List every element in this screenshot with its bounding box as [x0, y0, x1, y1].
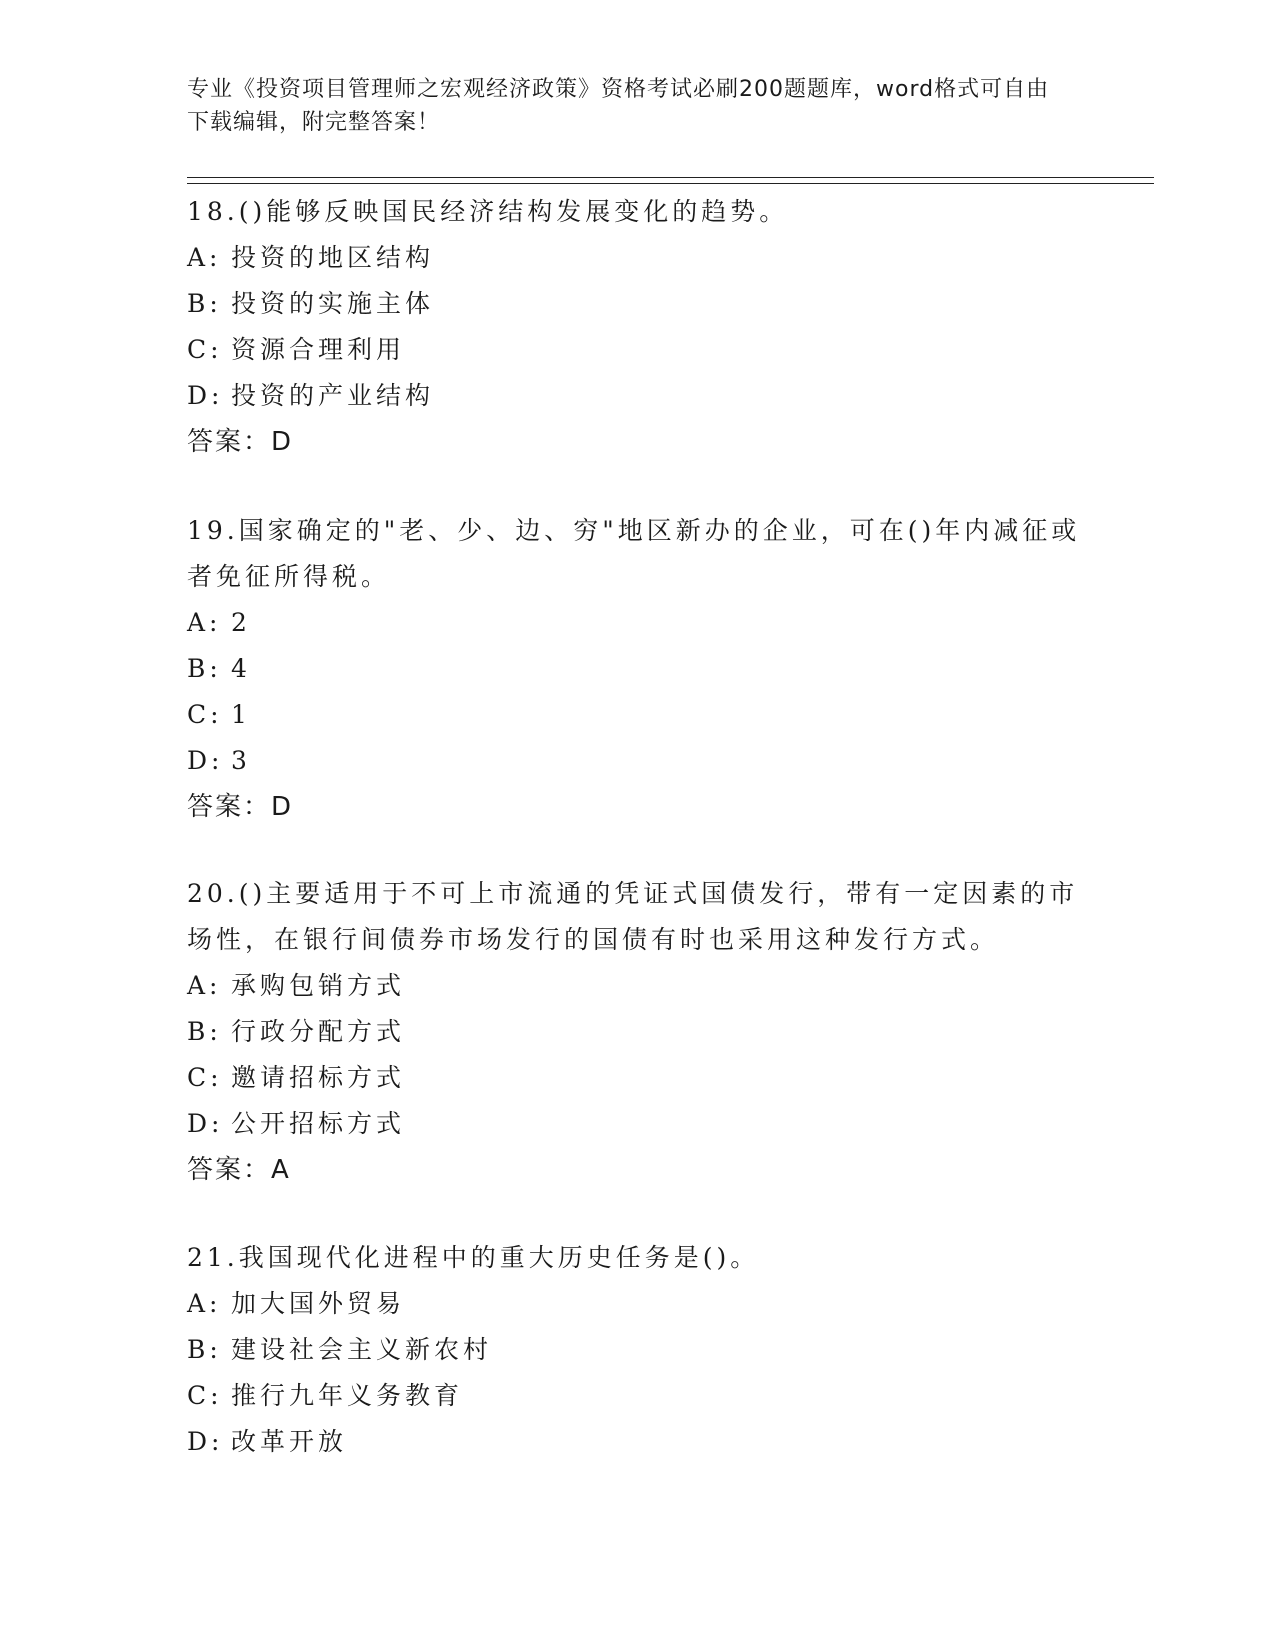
option-a — [187, 963, 1087, 1009]
option-d — [187, 738, 1087, 784]
option-text: 行政分配方式 — [231, 1017, 406, 1046]
option-a — [187, 235, 1087, 281]
option-letter: D: — [187, 1109, 224, 1138]
option-a — [187, 600, 1087, 646]
option-text: 资源合理利用 — [231, 335, 406, 364]
question-stem: 18.()能够反映国民经济结构发展变化的趋势。 — [187, 197, 789, 226]
option-letter: C: — [187, 335, 223, 364]
option-text: 3 — [231, 746, 251, 775]
header-divider-top — [187, 177, 1154, 178]
option-b — [187, 1009, 1087, 1055]
option-text: 承购包销方式 — [231, 971, 406, 1000]
option-text: 1 — [231, 700, 251, 729]
option-letter: B: — [187, 1335, 222, 1364]
answer-line: 答案：A — [187, 1155, 291, 1185]
question-20 — [187, 871, 1087, 1193]
document-header: 专业《投资项目管理师之宏观经济政策》资格考试必刷200题题库，word格式可自由下载编辑，附完整答案！ — [187, 77, 1050, 135]
question-stem: 21.我国现代化进程中的重大历史任务是()。 — [187, 1243, 760, 1272]
question-stem: 19.国家确定的"老、少、边、穷"地区新办的企业，可在()年内减征或者免征所得税。 — [187, 516, 1081, 591]
option-c — [187, 327, 1087, 373]
question-18 — [187, 189, 1087, 465]
option-text: 投资的地区结构 — [231, 243, 435, 272]
option-letter: C: — [187, 700, 223, 729]
header-divider-bottom — [187, 183, 1154, 184]
question-19 — [187, 508, 1087, 830]
option-letter: D: — [187, 746, 224, 775]
option-letter: A: — [187, 243, 222, 272]
answer-line: 答案：D — [187, 792, 294, 822]
option-letter: A: — [187, 1289, 222, 1318]
option-text: 邀请招标方式 — [231, 1063, 406, 1092]
option-text: 改革开放 — [231, 1427, 348, 1456]
option-text: 4 — [231, 654, 251, 683]
option-letter: B: — [187, 289, 222, 318]
option-d — [187, 1101, 1087, 1147]
answer-line: 答案：D — [187, 427, 294, 457]
option-c — [187, 1373, 1087, 1419]
option-letter: C: — [187, 1381, 223, 1410]
option-c — [187, 1055, 1087, 1101]
option-b — [187, 1327, 1087, 1373]
option-letter: D: — [187, 1427, 224, 1456]
option-letter: B: — [187, 1017, 222, 1046]
option-text: 加大国外贸易 — [231, 1289, 406, 1318]
option-c — [187, 692, 1087, 738]
option-letter: D: — [187, 381, 224, 410]
option-text: 投资的产业结构 — [231, 381, 435, 410]
option-letter: B: — [187, 654, 222, 683]
option-text: 投资的实施主体 — [231, 289, 435, 318]
option-text: 2 — [231, 608, 251, 637]
question-stem: 20.()主要适用于不可上市流通的凭证式国债发行，带有一定因素的市场性，在银行间债券市场发行的国债有时也采用这种发行方式。 — [187, 879, 1079, 954]
question-21 — [187, 1235, 1087, 1465]
option-letter: C: — [187, 1063, 223, 1092]
option-text: 推行九年义务教育 — [231, 1381, 464, 1410]
option-letter: A: — [187, 608, 222, 637]
option-d — [187, 1419, 1087, 1465]
option-letter: A: — [187, 971, 222, 1000]
option-d — [187, 373, 1087, 419]
option-b — [187, 281, 1087, 327]
option-b — [187, 646, 1087, 692]
option-text: 公开招标方式 — [231, 1109, 406, 1138]
option-a — [187, 1281, 1087, 1327]
option-text: 建设社会主义新农村 — [231, 1335, 493, 1364]
